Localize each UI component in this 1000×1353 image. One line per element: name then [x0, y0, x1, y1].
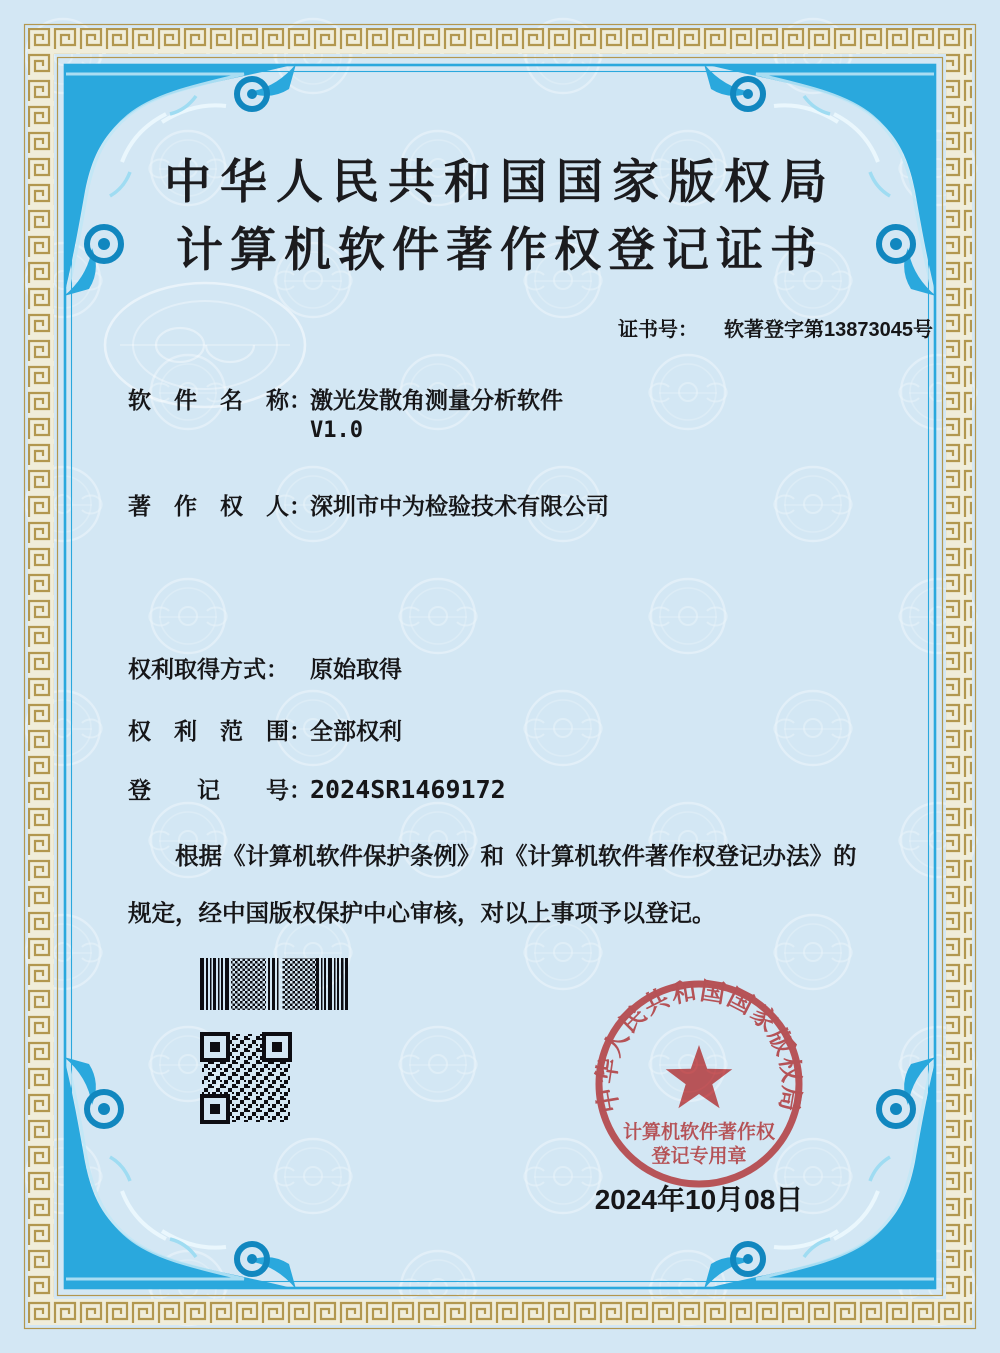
- statement-line-2: 规定，经中国版权保护中心审核，对以上事项予以登记。: [128, 900, 716, 926]
- seal-inner-text-1: 计算机软件著作权: [622, 1122, 776, 1143]
- seal-inner-text-2: 登记专用章: [651, 1146, 747, 1167]
- certificate-number-value: 软著登字第13873045号: [724, 319, 933, 341]
- field-label: 权利取得方式：: [128, 656, 289, 682]
- field-copyright-owner: [128, 488, 609, 521]
- seal-star-icon: [666, 1045, 733, 1108]
- certificate-title: 计算机软件著作权登记证书: [176, 225, 824, 277]
- field-label: 登 记 号：: [128, 777, 312, 803]
- certificate-number-label: 证书号：: [618, 319, 698, 341]
- field-value: 全部权利: [310, 718, 402, 744]
- field-rights-scope: [128, 713, 402, 746]
- barcode-icon: [200, 956, 348, 1012]
- certificate-number-row: [618, 313, 933, 342]
- field-value: 深圳市中为检验技术有限公司: [310, 493, 609, 519]
- seal-ring-text: 中华人民共和国国家版权局: [592, 977, 806, 1115]
- field-software-version: V1.0: [310, 418, 363, 443]
- statement-line-1: 根据《计算机软件保护条例》和《计算机软件著作权登记办法》的: [175, 843, 857, 869]
- field-software-name: [128, 382, 563, 415]
- official-seal-icon: [584, 972, 814, 1202]
- qr-code-icon: [200, 1032, 292, 1124]
- field-value: 激光发散角测量分析软件: [310, 387, 563, 413]
- field-registration-number: [128, 772, 506, 805]
- field-rights-acquisition: [128, 651, 402, 684]
- field-label: 软 件 名 称：: [128, 387, 312, 413]
- field-value: 2024SR1469172: [310, 775, 506, 804]
- field-label: 著 作 权 人：: [128, 493, 312, 519]
- field-label: 权 利 范 围：: [128, 718, 312, 744]
- authority-title: 中华人民共和国国家版权局: [164, 157, 836, 209]
- registration-date: 2024年10月08日: [594, 1184, 804, 1215]
- field-value: 原始取得: [310, 656, 402, 682]
